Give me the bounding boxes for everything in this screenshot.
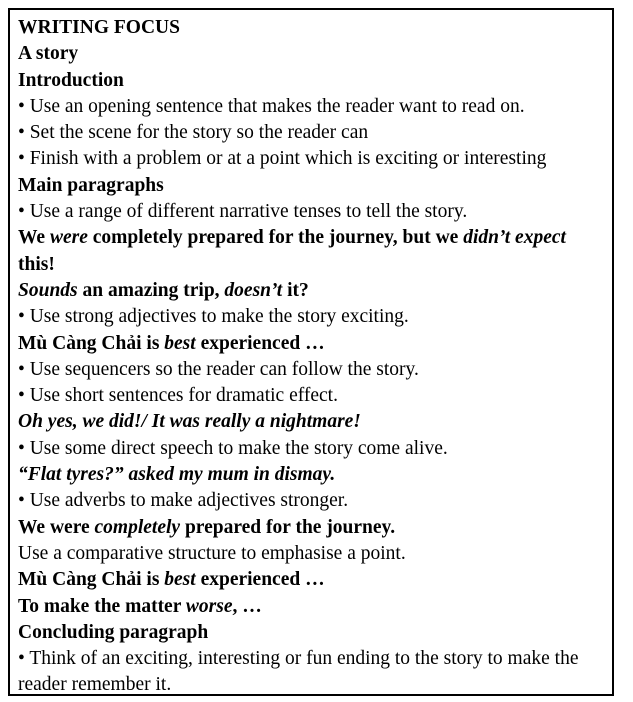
text-line [18,120,604,146]
text-line [18,331,604,357]
text-segment: To make the matter [18,595,186,617]
text-line [18,462,604,488]
text-segment: • Use short sentences for dramatic effect. [18,385,338,407]
text-segment: • Use a range of different narrative tenses to tell the story. [18,201,468,223]
text-segment: • Use an opening sentence that makes the reader want to read on. [18,95,525,117]
text-line [18,515,604,541]
text-segment: Concluding paragraph [18,621,209,643]
text-line [18,68,604,94]
text-segment: Mù Càng Chải is [18,332,165,354]
text-segment: were [49,227,88,249]
text-segment: it? [282,279,309,301]
text-line [18,620,604,646]
text-segment: • Think of an exciting, interesting or fun ending to the story to make the [18,648,579,670]
text-line [18,94,604,120]
text-segment: reader remember it. [18,674,172,696]
text-line [18,199,604,225]
text-segment: Sounds [18,279,78,301]
text-segment: best [164,569,196,591]
text-segment: • Set the scene for the story so the reader can [18,122,369,144]
text-segment: completely [94,516,181,538]
text-segment: this! [18,253,55,275]
text-segment: We were [18,516,95,538]
text-line [18,672,604,696]
text-segment: prepared for the journey. [180,516,396,538]
text-segment: • Use adverbs to make adjectives stronger. [18,490,349,512]
text-segment: “Flat tyres?” asked my mum in dismay. [18,464,336,486]
text-line [18,146,604,172]
text-line [18,225,604,251]
text-line [18,488,604,514]
text-segment: experienced … [195,332,325,354]
text-segment: completely prepared for the journey, but we [87,227,464,249]
text-line [18,436,604,462]
text-line [18,252,604,278]
text-line [18,304,604,330]
text-segment: Introduction [18,69,124,91]
text-line [18,646,604,672]
text-segment: doesn’t [224,279,283,301]
text-segment: • Use strong adjectives to make the story exciting. [18,306,409,328]
text-segment: Main paragraphs [18,174,164,196]
text-segment: We [18,227,50,249]
text-segment: Mù Càng Chải is [18,569,165,591]
text-segment: an amazing trip, [77,279,225,301]
text-segment: Use a comparative structure to emphasise a point. [18,542,406,564]
text-segment: didn’t expect [463,227,566,249]
text-line [18,41,604,67]
text-line [18,357,604,383]
text-line [18,15,604,41]
text-line [18,383,604,409]
text-line [18,278,604,304]
text-line [18,173,604,199]
writing-focus-box [8,8,614,696]
text-segment: • Use sequencers so the reader can follow the story. [18,358,419,380]
text-segment: • Use some direct speech to make the story come alive. [18,437,448,459]
text-line [18,541,604,567]
text-segment: WRITING FOCUS [18,17,180,38]
text-line [18,567,604,593]
text-segment: experienced … [195,569,325,591]
text-lines [18,15,604,696]
text-segment: , … [232,595,262,617]
text-line [18,409,604,435]
text-segment: A story [18,43,79,65]
text-segment: • Finish with a problem or at a point which is exciting or interesting [18,148,547,170]
text-line [18,594,604,620]
text-segment: best [164,332,196,354]
text-segment: worse [185,595,233,617]
text-segment: Oh yes, we did!/ It was really a nightmare! [18,411,361,433]
